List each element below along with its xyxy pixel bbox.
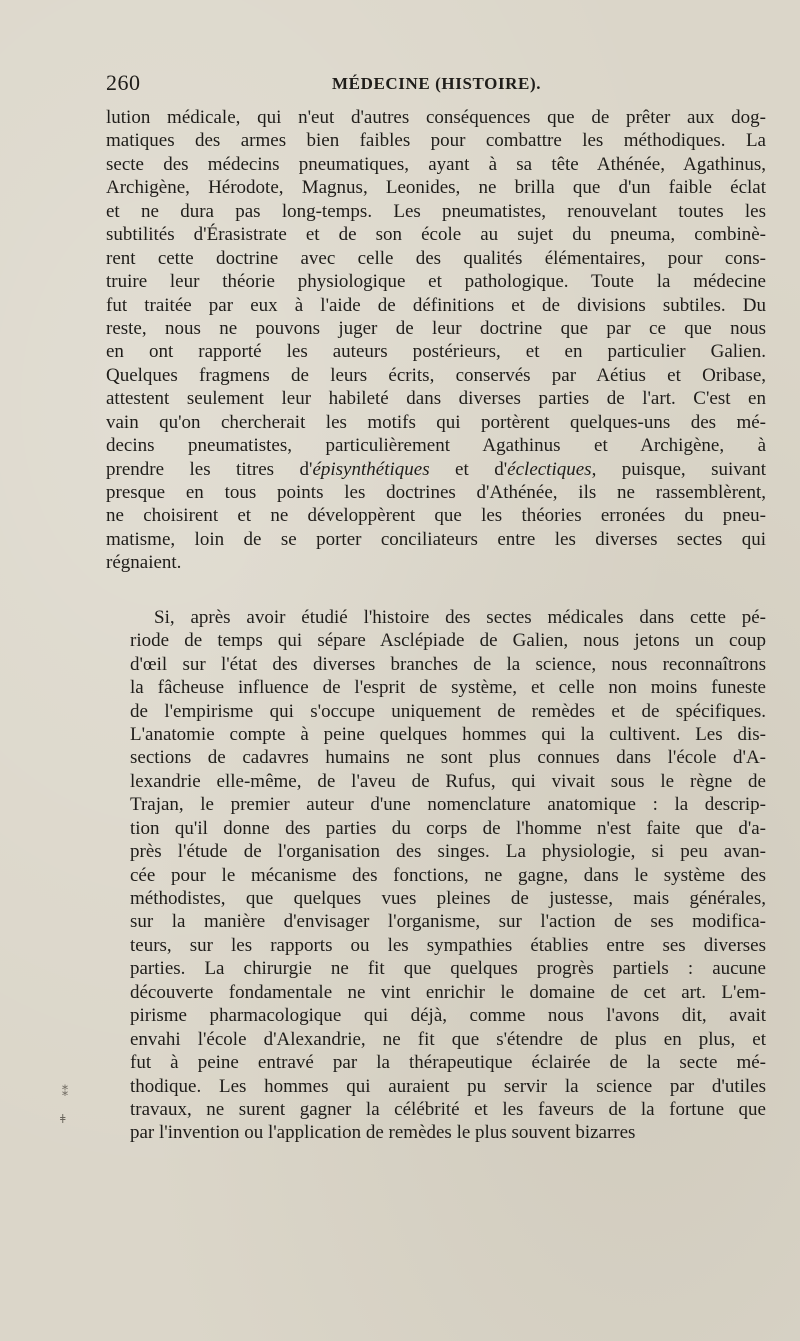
text-line [106,434,766,457]
text-line: matiques des armes bien faibles pour combattre les méthodiques. La [106,130,766,152]
text-line: travaux, ne surent gagner la célébrité et les faveurs de la fortune que [130,1098,766,1120]
text-line: riode de temps qui sépare Asclépiade de Galien, nous jetons un coup [130,630,766,652]
text-line: lution médicale, qui n'eut d'autres conséquences que de prêter aux dog- [106,107,766,128]
book-page [106,66,766,1145]
text-line: L'anatomie compte à peine quelques hommes qui la cultivent. Les dis- [130,723,766,745]
text-line: de l'empirisme qui s'occupe uniquement de remèdes et de spécifiques. [130,700,766,722]
body-text [106,106,766,1145]
page-number: 260 [106,70,141,95]
text-segment: prendre les titres d' [106,458,313,480]
text-line: fut traitée par eux à l'aide de définitions et de divisions subtiles. Du [106,294,766,316]
text-line: ne choisirent et ne développèrent que les théories erronées du pneu- [106,505,766,527]
page-header [106,66,766,106]
ink-speck: ǂ [60,1112,66,1126]
paragraph-1 [106,106,766,575]
text-segment: , puisque, suivant [591,458,767,480]
text-line: lexandrie elle-même, de l'aveu de Rufus, qui vivait sous le règne de [130,770,766,792]
text-segment: decins pneumatistes, particulièrement Agathinus et Archigène, à [106,435,766,457]
text-line: découverte fondamentale ne vint enrichir le domaine de cet art. L'em- [130,981,766,1003]
text-line: envahi l'école d'Alexandrie, ne fit que s'étendre de plus en plus, et [130,1028,766,1050]
text-line: la fâcheuse influence de l'esprit de système, et celle non moins funeste [130,677,766,699]
italic-term: éclectiques [507,458,592,480]
text-line: et ne dura pas long-temps. Les pneumatistes, renouvelant toutes les [106,200,766,222]
text-line [106,458,766,481]
text-line: pirisme pharmacologique qui déjà, comme nous l'avons dit, avait [130,1005,766,1027]
text-segment: et d' [429,458,508,480]
text-line: attestent seulement leur habileté dans diverses parties de l'art. C'est en [106,388,766,410]
text-line: teurs, sur les rapports ou les sympathies établies entre ses diverses [130,934,766,956]
text-line: sections de cadavres humains ne sont plus connues dans l'école d'A- [130,747,766,769]
text-line: par l'invention ou l'application de remèdes le plus souvent bizarres [130,1122,636,1144]
text-line: vain qu'on chercherait les motifs qui portèrent quelques-uns des mé- [106,411,766,433]
text-line: Archigène, Hérodote, Magnus, Leonides, ne brilla que d'un faible éclat [106,177,766,199]
text-line: cée pour le mécanisme des fonctions, ne gagne, dans le système des [130,864,766,886]
text-line: thodique. Les hommes qui auraient pu servir la science par d'utiles [130,1075,766,1097]
paragraph-2 [106,606,766,1145]
text-line: d'œil sur l'état des diverses branches de la science, nous reconnaîtrons [130,653,766,675]
text-line: secte des médecins pneumatiques, ayant à sa tête Athénée, Agathinus, [106,153,766,175]
text-line: presque en tous points les doctrines d'Athénée, ils ne rassemblèrent, [106,482,766,503]
text-line: tion qu'il donne des parties du corps de l'homme n'est faite que d'a- [130,817,766,839]
text-line: en ont rapporté les auteurs postérieurs, et en particulier Galien. [106,341,766,363]
ink-speck: ⁑ [62,1085,68,1099]
text-line: fut à peine entravé par la thérapeutique éclairée de la secte mé- [130,1052,766,1074]
text-line: sur la manière d'envisager l'organisme, sur l'action de ses modifica- [130,911,766,933]
italic-term: épisynthétiques [312,458,430,480]
text-line: subtilités d'Érasistrate et de son école au sujet du pneuma, combinè- [106,224,766,246]
text-line: méthodistes, que quelques vues pleines de justesse, mais générales, [130,888,766,909]
text-line: rent cette doctrine avec celle des qualités élémentaires, pour cons- [106,247,766,269]
text-line: Quelques fragmens de leurs écrits, conservés par Aétius et Oribase, [106,364,766,386]
text-line: parties. La chirurgie ne fit que quelques progrès partiels : aucune [130,958,766,980]
text-line: Si, après avoir étudié l'histoire des sectes médicales dans cette pé- [154,606,766,628]
text-line: reste, nous ne pouvons juger de leur doctrine que par ce que nous [106,317,766,339]
text-line: régnaient. [106,552,182,574]
text-line: près l'étude de l'organisation des singes. La physiologie, si peu avan- [130,841,766,863]
text-line: matisme, loin de se porter conciliateurs entre les diverses sectes qui [106,528,766,550]
text-line: Trajan, le premier auteur d'une nomenclature anatomique : la descrip- [130,794,766,816]
text-line: truire leur théorie physiologique et pathologique. Toute la médecine [106,271,766,293]
running-head: MÉDECINE (HISTOIRE). [332,74,542,93]
